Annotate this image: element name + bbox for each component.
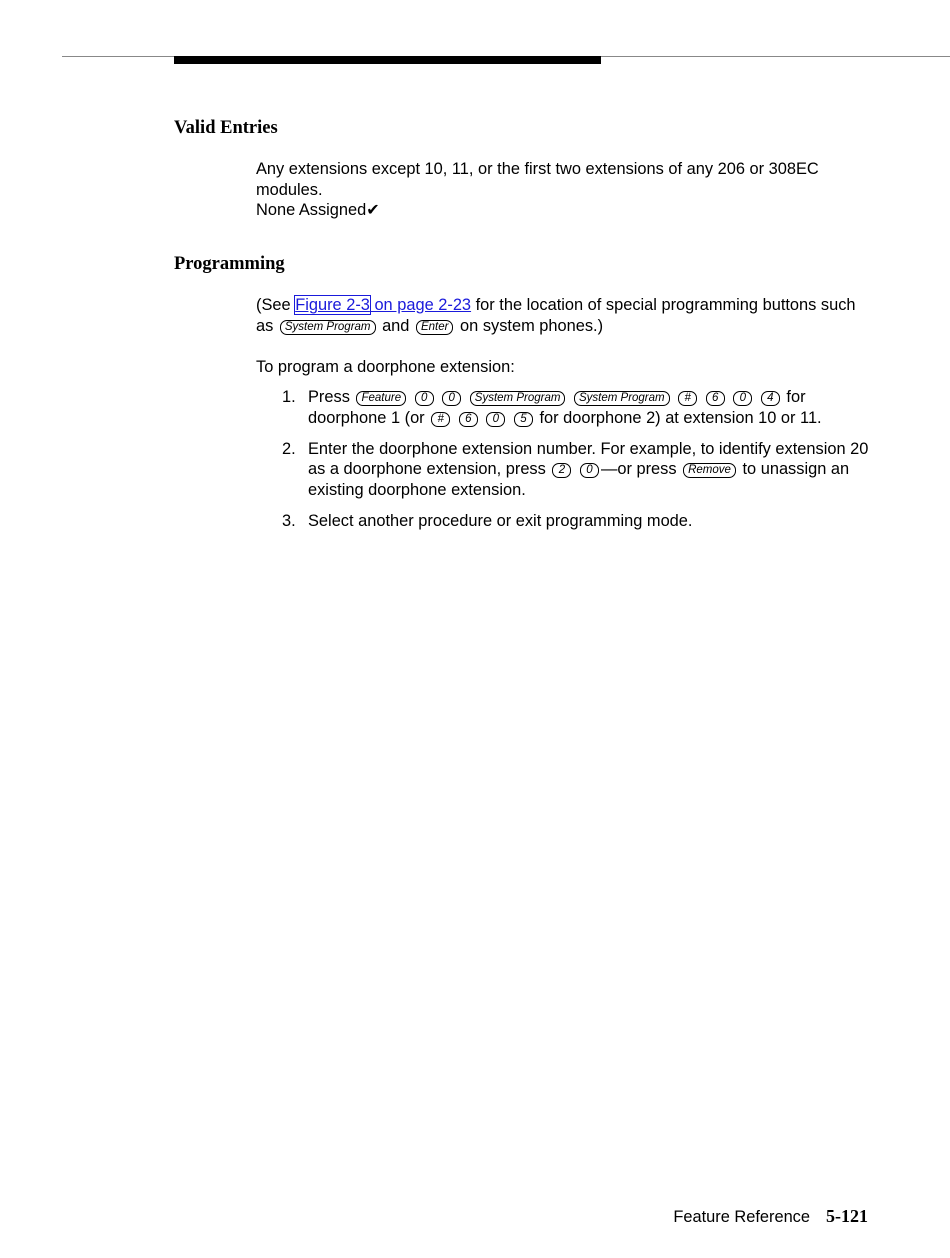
valid-entries-line1: Any extensions except 10, 11, or the first two extensions of any 206 or 308EC modules. [256, 160, 819, 199]
step-number: 1. [282, 388, 296, 406]
step-text: Select another procedure or exit programming mode. [308, 511, 693, 530]
footer-label: Feature Reference [673, 1208, 810, 1226]
two-key: 2 [552, 463, 571, 478]
step-text: for doorphone 2) at extension 10 or 11. [534, 408, 822, 427]
enter-key: Enter [416, 320, 454, 335]
system-program-key: System Program [470, 391, 566, 406]
note-suffix: on system phones.) [455, 316, 604, 335]
step-item [282, 387, 882, 428]
remove-key: Remove [683, 463, 736, 478]
step-item [282, 439, 882, 501]
note-prefix: (See [256, 296, 296, 314]
system-program-key: System Program [280, 320, 376, 335]
zero-key: 0 [415, 391, 434, 406]
step-item [282, 511, 882, 532]
step-text: Enter the doorphone extension number. For example, to identify extension 20 as a doorphone extension, press [308, 439, 869, 478]
feature-key: Feature [356, 391, 406, 406]
step-text: for doorphone 1 (or [308, 388, 806, 427]
step-text: —or press [600, 460, 682, 478]
four-key: 4 [761, 391, 780, 406]
valid-entries-heading: Valid Entries [174, 118, 278, 138]
step-number: 3. [282, 511, 296, 530]
programming-steps [282, 387, 882, 542]
valid-entries-text [256, 159, 876, 222]
programming-heading: Programming [174, 254, 285, 274]
hash-key: # [678, 391, 697, 406]
zero-key: 0 [486, 412, 505, 427]
system-program-key: System Program [574, 391, 670, 406]
step-text: Press [308, 388, 355, 406]
page-number: 5-121 [826, 1206, 868, 1226]
five-key: 5 [514, 412, 533, 427]
header-rule-thick [174, 56, 601, 64]
note-and: and [377, 316, 414, 335]
programming-note [256, 295, 876, 336]
six-key: 6 [459, 412, 478, 427]
valid-entries-default: None Assigned [256, 201, 367, 219]
step-text: to unassign an existing doorphone extension. [308, 460, 850, 499]
checkmark-icon: ✔ [366, 202, 380, 219]
zero-key: 0 [733, 391, 752, 406]
step-number: 2. [282, 439, 296, 458]
figure-2-3-link[interactable]: Figure 2-3 [295, 296, 370, 314]
hash-key: # [431, 412, 450, 427]
zero-key: 0 [580, 463, 599, 478]
page-2-23-link[interactable]: on page 2-23 [369, 296, 472, 314]
note-middle: for the location of special programming buttons such as [256, 296, 856, 335]
zero-key: 0 [442, 391, 461, 406]
six-key: 6 [706, 391, 725, 406]
page-footer [673, 1206, 868, 1227]
programming-intro: To program a doorphone extension: [256, 358, 515, 376]
